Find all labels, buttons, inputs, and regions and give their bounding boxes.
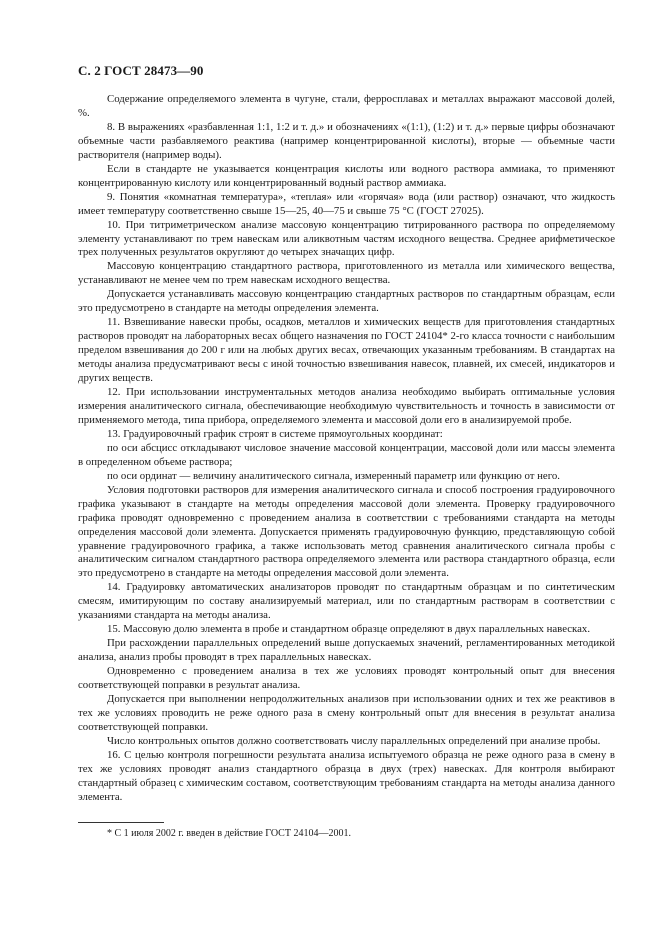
paragraph: Содержание определяемого элемента в чугуне, стали, ферросплавах и металлах выражают массовой долей, %.: [78, 93, 615, 119]
paragraph: Число контрольных опытов должно соответствовать числу параллельных определений при анализе пробы.: [107, 734, 601, 747]
paragraph: 11. Взвешивание навески пробы, осадков, металлов и химических веществ для приготовления стандартных растворов проводят на лабораторных весах общего назначения по ГОСТ 24104* 2-го класса точности с наибольшим пределом взвешивания до 200 г или на любых других весах, отвечающих указанным требованиям. В стандартах на методы анализа предусматривают весы с иной точностью взвешивания навесок, плавней, их смесей, индикаторов и других веществ.: [78, 316, 615, 385]
paragraph: Допускается устанавливать массовую концентрацию стандартных растворов по стандартным образцам, если это предусмотрено в стандарте на методы определения элемента.: [78, 288, 615, 315]
page-header: С. 2 ГОСТ 28473—90: [78, 63, 204, 78]
paragraph: 9. Понятия «комнатная температура», «теплая» или «горячая» вода (или раствор) означают, что жидкость имеет температуру соответственно свыше 15—25, 40—75 и свыше 75 °С (ГОСТ 27025).: [78, 190, 615, 217]
paragraph: 16. С целью контроля погрешности результата анализа испытуемого образца не реже одного раза в смену в тех же условиях проводят анализ стандартного образца в двух (трех) навесках. Для контроля выбирают стандартный образец с химическим составом, соответствующим требованиям стандарта на методы анализа данного элемента.: [78, 748, 615, 803]
paragraph: 12. При использовании инструментальных методов анализа необходимо выбирать оптимальные условия измерения аналитического сигнала, обеспечивающие необходимую чувствительность и точность в зависимости от применяемого метода, типа прибора, определяемого элемента и массовой доли его в анализируемой пробе.: [78, 386, 615, 426]
paragraph: по оси ординат — величину аналитического сигнала, измеренный параметр или функцию от него.: [107, 469, 560, 482]
footnote-divider: [78, 822, 164, 823]
paragraph: Условия подготовки растворов для измерения аналитического сигнала и способ построения градуировочного графика указывают в стандарте на методы определения массовой доли элемента. Проверку градуировочного графика проводят одновременно с проведением анализа в соответствии с требованиями стандарта на методы определения массовой доли элемента. Допускается применять градуировочную функцию, представляющую собой уравнение градуировочного графика, а также использовать метод сравнения аналитического сигнала пробы с аналитическим сигналом стандартного раствора определяемого элемента или раствора стандартного образца, если это предусмотрено в стандарте на методы определения массовой доли элемента.: [78, 483, 615, 580]
footnote: * С 1 июля 2002 г. введен в действие ГОСТ 24104—2001.: [107, 828, 351, 839]
paragraph: 14. Градуировку автоматических анализаторов проводят по стандартным образцам и по синтетическим смесям, имитирующим по составу анализируемый материал, или по стандартным растворам в соответствии с указаниями стандарта на методы анализа.: [78, 581, 615, 622]
paragraph: по оси абсцисс откладывают числовое значение массовой концентрации, массовой доли или массы элемента в определенном объеме раствора;: [78, 441, 615, 468]
paragraph: Массовую концентрацию стандартного раствора, приготовленного из металла или химического вещества, устанавливают не менее чем по трем навескам исходного вещества.: [78, 260, 615, 287]
paragraph: 15. Массовую долю элемента в пробе и стандартном образце определяют в двух параллельных навесках.: [107, 623, 591, 636]
paragraph: Если в стандарте не указывается концентрация кислоты или водного раствора аммиака, то применяют концентрированную кислоту или концентрированный водный раствор аммиака.: [78, 162, 615, 189]
document-body: [78, 93, 615, 805]
paragraph: Одновременно с проведением анализа в тех же условиях проводят контрольный опыт для внесения соответствующей поправки в результат анализа.: [78, 665, 615, 692]
paragraph: Допускается при выполнении непродолжительных анализов при использовании одних и тех же реактивов в тех же условиях проводить не реже одного раза в смену контрольный опыт для внесения в результат анализа соответствующей поправки.: [78, 692, 615, 733]
paragraph: 10. При титриметрическом анализе массовую концентрацию титрированного раствора по определяемому элементу устанавливают по трем навескам или аликвотным частям исходного вещества. Среднее арифметическое трех полученных результатов округляют до четырех значащих цифр.: [78, 218, 615, 259]
paragraph: 8. В выражениях «разбавленная 1:1, 1:2 и т. д.» и обозначениях «(1:1), (1:2) и т. д.» первые цифры обозначают объемные части разбавляемого реактива (например концентрированной кислоты), вторые — объемные части растворителя (например воды).: [78, 120, 615, 161]
paragraph: 13. Градуировочный график строят в системе прямоугольных координат:: [107, 427, 443, 440]
paragraph: При расхождении параллельных определений выше допускаемых значений, регламентированных методикой анализа, анализ пробы проводят в трех параллельных навесках.: [78, 637, 615, 664]
